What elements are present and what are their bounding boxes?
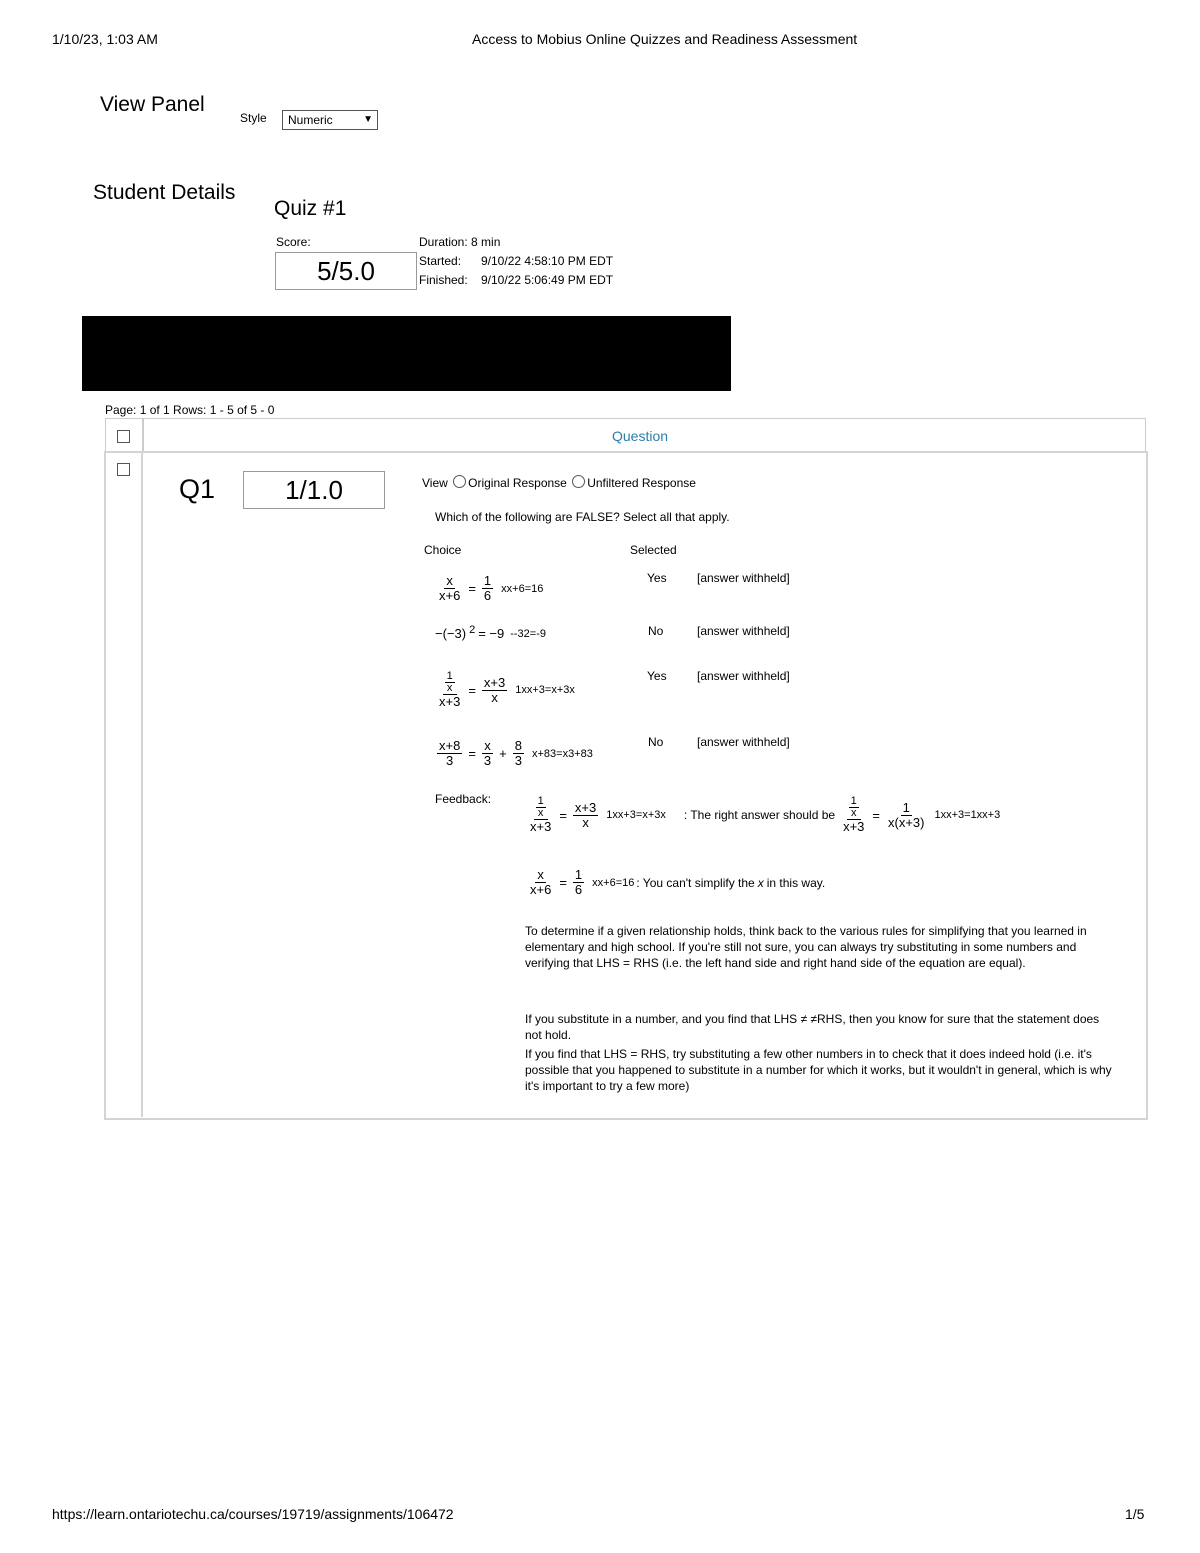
selected-header: Selected [630, 543, 677, 557]
started-value: 9/10/22 4:58:10 PM EDT [481, 254, 614, 268]
choice-1-selected: Yes [647, 571, 667, 585]
choice-3-answer: [answer withheld] [697, 669, 790, 683]
view-label: View [422, 476, 448, 490]
feedback-formula-2: $\frac{x}{x+6}$ = $\frac{1}{6}$ xx+6=16 : You can't simplify the x in this way. [530, 867, 826, 897]
choice-1-formula: $\frac{x}{x+6}$ = $\frac{1}{6}$ xx+6=16 [439, 573, 544, 603]
style-select-value: Numeric [288, 113, 333, 127]
score-value: 5/5.0 [317, 255, 375, 286]
feedback-paragraph-3: If you find that LHS = RHS, try substituting a few other numbers in to check that it does indeed hold (i.e. it's possible that you happened to substitute in a number for which it works, but it wouldn't in general, which is why it's important to try a few more) [525, 1047, 1112, 1093]
score-label: Score: [276, 235, 311, 249]
feedback-paragraph-2: If you substitute in a number, and you find that LHS ≠ ≠RHS, then you know for sure that the statement does not hold. [525, 1012, 1100, 1042]
finished-value: 9/10/22 5:06:49 PM EDT [481, 273, 614, 287]
choice-2-selected: No [648, 624, 664, 638]
select-all-checkbox[interactable] [117, 430, 130, 443]
unfiltered-response-label[interactable]: Unfiltered Response [587, 476, 696, 490]
question-score: 1/1.0 [285, 474, 343, 505]
choice-4-selected: No [648, 735, 664, 749]
row-divider [141, 452, 143, 1117]
unfiltered-response-radio[interactable] [572, 475, 585, 488]
score-box [275, 252, 417, 290]
feedback-formula-1: $\frac{\frac{1}{x}}{x+3}$ = $\frac{x+3}{x}$ 1xx+3=x+3x : The right answer should be $\frac{\frac{1}{x}}{x+3}$ = $\frac{1}{x(x+3)}$ 1xx+3=1xx+3 [530, 795, 1001, 834]
view-options [422, 475, 696, 490]
question-prompt: Which of the following are FALSE? Select all that apply. [435, 510, 730, 524]
question-column-header[interactable]: Question [612, 428, 669, 444]
chevron-down-icon: ▼ [363, 114, 373, 125]
student-details-title: Student Details [93, 181, 236, 204]
choice-4-formula: $\frac{x+8}{3}$ = $\frac{x}{3}$ + $\frac{8}{3}$ x+83=x3+83 [439, 738, 593, 768]
finished-label: Finished: [419, 273, 468, 287]
choice-1-answer: [answer withheld] [697, 571, 790, 585]
choice-3-formula: $\frac{\frac{1}{x}}{x+3}$ = $\frac{x+3}{x}$ 1xx+3=x+3x [439, 670, 575, 709]
quiz-title: Quiz #1 [274, 197, 347, 220]
print-datetime: 1/10/23, 1:03 AM [52, 31, 158, 47]
choice-2-answer: [answer withheld] [697, 624, 790, 638]
page-title: Access to Mobius Online Quizzes and Readiness Assessment [472, 31, 858, 47]
pagination-info: Page: 1 of 1 Rows: 1 - 5 of 5 - 0 [105, 403, 275, 417]
duration: Duration: 8 min [419, 235, 501, 249]
started-label: Started: [419, 254, 462, 268]
redaction-bar [82, 316, 731, 391]
feedback-paragraph-1: To determine if a given relationship holds, think back to the various rules for simplifying that you learned in elementary and high school. If you're still not sure, you can always try substituting in some numbers and verifying that LHS = RHS (i.e. the left hand side and right hand side of the equation are equal). [525, 924, 1087, 970]
row-checkbox[interactable] [117, 463, 130, 476]
style-label: Style [240, 111, 267, 125]
choice-4-answer: [answer withheld] [697, 735, 790, 749]
original-response-radio[interactable] [453, 475, 466, 488]
original-response-label[interactable]: Original Response [468, 476, 567, 490]
footer-page: 1/5 [1125, 1506, 1145, 1522]
style-select[interactable] [282, 110, 378, 130]
footer-url: https://learn.ontariotechu.ca/courses/19719/assignments/106472 [52, 1506, 454, 1522]
table-header-divider [142, 418, 144, 451]
choice-3-selected: Yes [647, 669, 667, 683]
choice-header: Choice [424, 543, 462, 557]
question-number: Q1 [179, 474, 216, 504]
choice-2-formula: −(−3) $^2$ = −9 --32=-9 [435, 623, 547, 641]
feedback-label: Feedback: [435, 792, 492, 806]
view-panel-title: View Panel [100, 93, 205, 116]
question-score-box [243, 471, 385, 509]
